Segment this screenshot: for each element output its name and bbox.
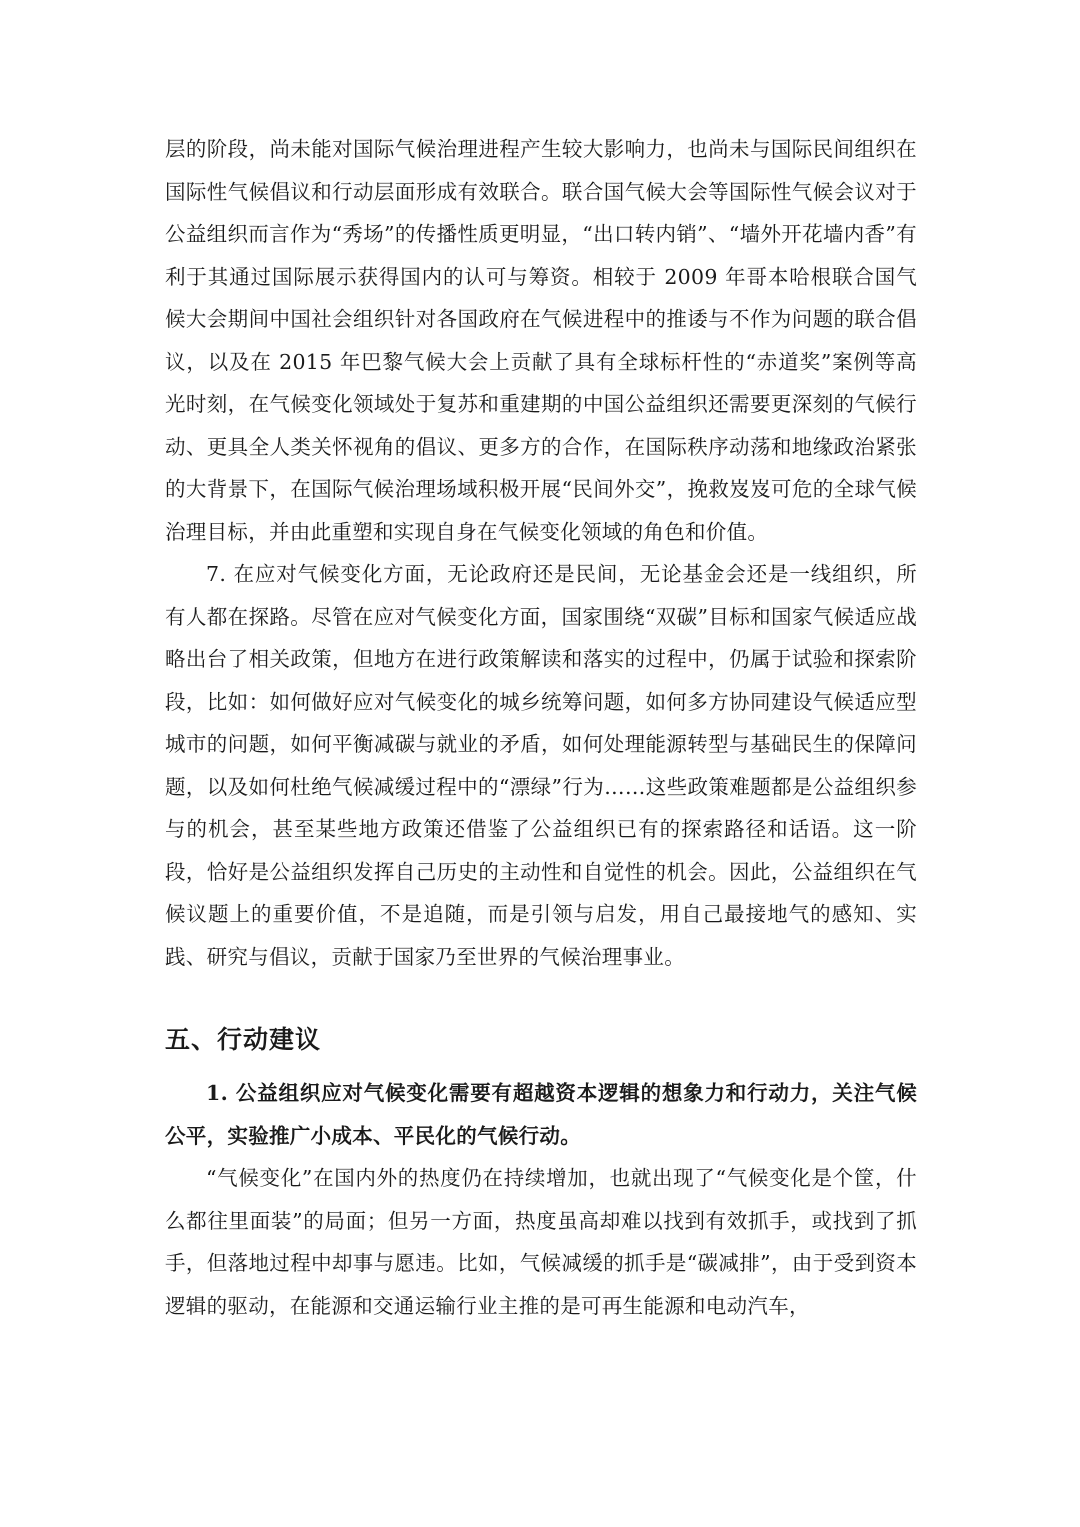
document-page xyxy=(165,128,917,1327)
paragraph-point-7: 7. 在应对气候变化方面，无论政府还是民间，无论基金会还是一线组织，所有人都在探路。尽管在应对气候变化方面，国家围绕“双碳”目标和国家气候适应战略出台了相关政策，但地方在进行政策解读和落实的过程中，仍属于试验和探索阶段，比如：如何做好应对气候变化的城乡统筹问题，如何多方协同建设气候适应型城市的问题，如何平衡减碳与就业的矛盾，如何处理能源转型与基础民生的保障问题，以及如何杜绝气候减缓过程中的“漂绿”行为……这些政策难题都是公益组织参与的机会，甚至某些地方政策还借鉴了公益组织已有的探索路径和话语。这一阶段，恰好是公益组织发挥自己历史的主动性和自觉性的机会。因此，公益组织在气候议题上的重要价值，不是追随，而是引领与启发，用自己最接地气的感知、实践、研究与倡议，贡献于国家乃至世界的气候治理事业。 xyxy=(165,562,917,969)
recommendation-1-heading: 1. 公益组织应对气候变化需要有超越资本逻辑的想象力和行动力，关注气候公平，实验推广小成本、平民化的气候行动。 xyxy=(165,1081,917,1148)
paragraph-climate-change: “气候变化”在国内外的热度仍在持续增加，也就出现了“气候变化是个筐，什么都往里面装”的局面；但另一方面，热度虽高却难以找到有效抓手，或找到了抓手，但落地过程中却事与愿违。比如，气候减缓的抓手是“碳减排”，由于受到资本逻辑的驱动，在能源和交通运输行业主推的是可再生能源和电动汽车， xyxy=(165,1166,917,1318)
paragraph-continuation: 层的阶段，尚未能对国际气候治理进程产生较大影响力，也尚未与国际民间组织在国际性气候倡议和行动层面形成有效联合。联合国气候大会等国际性气候会议对于公益组织而言作为“秀场”的传播性质更明显，“出口转内销”、“墙外开花墙内香”有利于其通过国际展示获得国内的认可与筹资。相较于 2009 年哥本哈根联合国气候大会期间中国社会组织针对各国政府在气候进程中的推诿与不作为问题的联合倡议，以及在 2015 年巴黎气候大会上贡献了具有全球标杆性的“赤道奖”案例等高光时刻，在气候变化领域处于复苏和重建期的中国公益组织还需要更深刻的气候行动、更具全人类关怀视角的倡议、更多方的合作，在国际秩序动荡和地缘政治紧张的大背景下，在国际气候治理场域积极开展“民间外交”，挽救岌岌可危的全球气候治理目标，并由此重塑和实现自身在气候变化领域的角色和价值。 xyxy=(165,137,917,544)
section-heading: 五、行动建议 xyxy=(165,1025,322,1054)
